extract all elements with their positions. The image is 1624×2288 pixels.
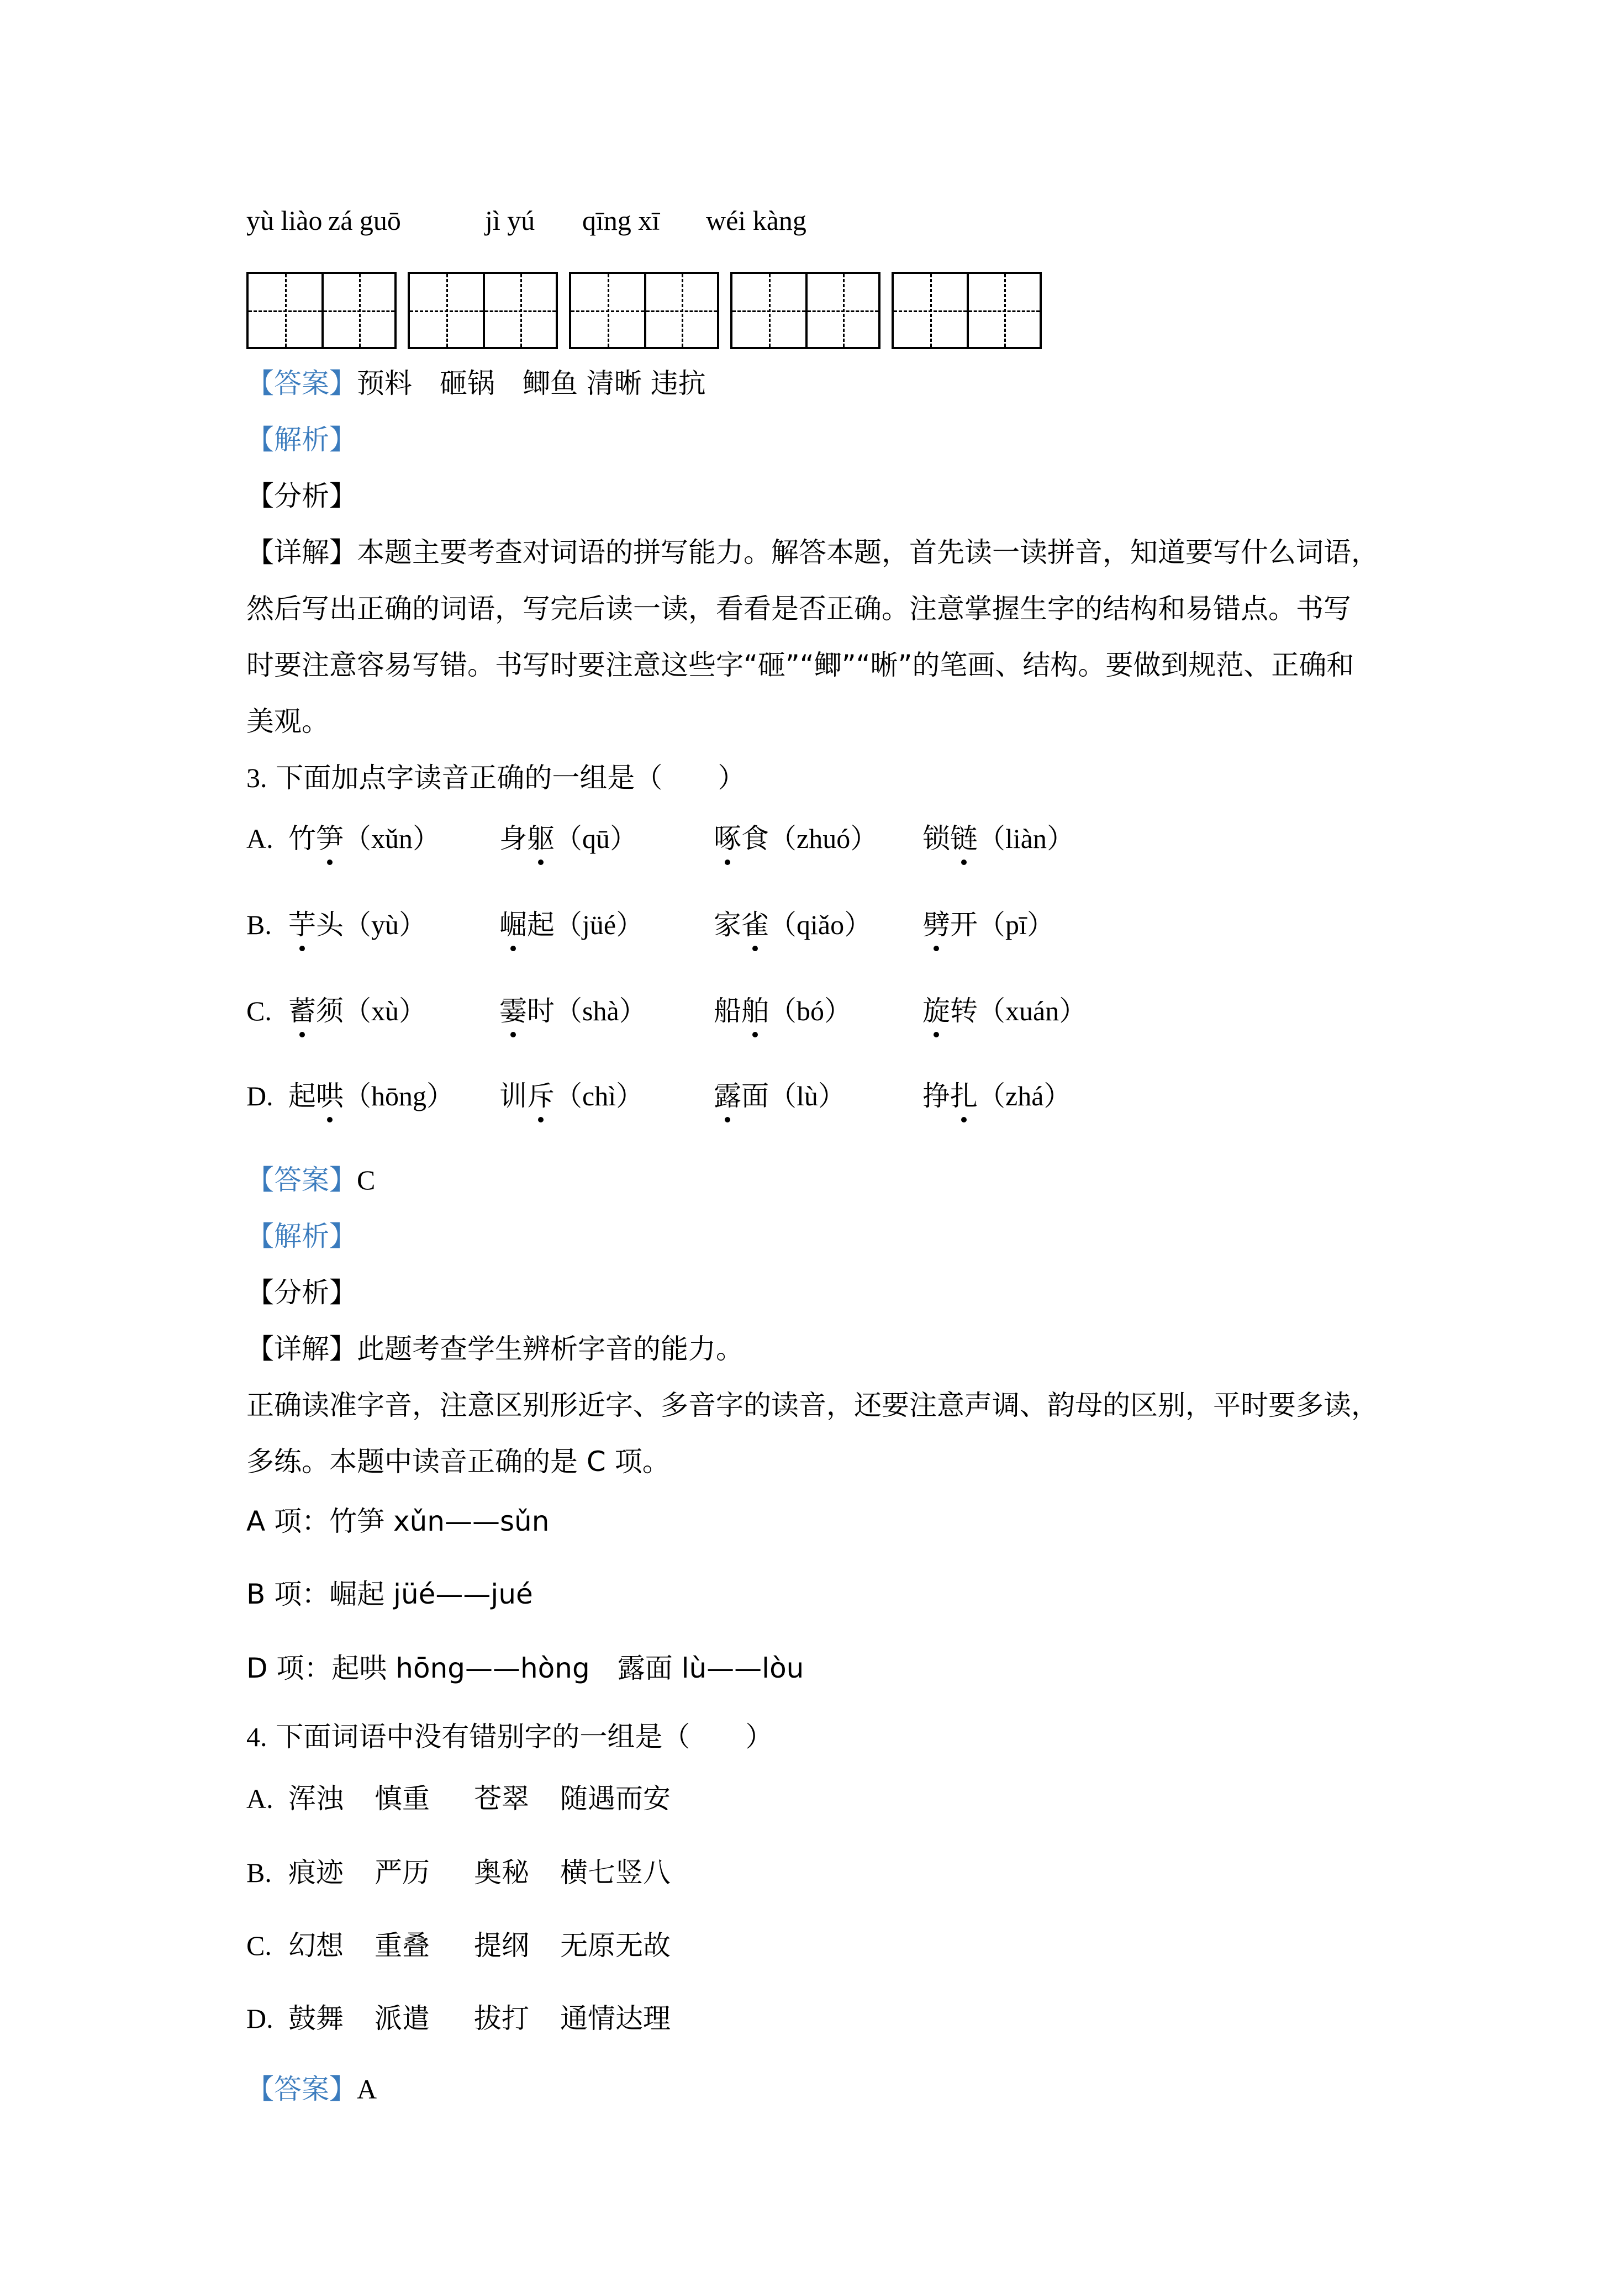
option-word: 幻想 — [288, 1929, 344, 1962]
q2-detail-line-1 — [246, 534, 1379, 571]
answer-text: C — [357, 1164, 376, 1195]
answer-text: A — [357, 2074, 377, 2105]
option-word — [714, 906, 872, 943]
writing-cell — [249, 274, 321, 347]
writing-cell — [321, 274, 394, 347]
word-char: 竹 — [288, 823, 316, 855]
option-word — [499, 1077, 644, 1115]
detail-label: 【详解】 — [246, 1333, 357, 1365]
detail-label: 【详解】 — [246, 536, 357, 568]
word-char: 身 — [499, 823, 527, 855]
box-group — [408, 272, 558, 349]
option-word — [922, 820, 1074, 857]
q3-explain-line-2: 多练。本题中读音正确的是 C 项。 — [246, 1446, 670, 1478]
question-number: 3. — [246, 762, 267, 793]
dotted-char: 舶 — [741, 992, 769, 1030]
option-word: 慎重 — [375, 1783, 430, 1815]
q2-detail-line-3: 时要注意容易写错。书写时要注意这些字“砸”“鲫”“晰”的笔画、结构。要做到规范、正确和 — [246, 649, 1354, 681]
pinyin-label: （yù） — [344, 909, 426, 940]
box-group — [730, 272, 880, 349]
answer-text: 预料 砸锅 鲫鱼 清晰 违抗 — [357, 367, 706, 399]
question-number: 4. — [246, 1721, 267, 1752]
word-char: 面 — [741, 1080, 769, 1112]
option-word — [922, 992, 1087, 1030]
option-word: 拔打 — [474, 2002, 529, 2034]
dotted-char: 啄 — [714, 820, 741, 857]
dotted-char: 扎 — [950, 1077, 978, 1115]
option-word — [288, 1077, 454, 1115]
dotted-char: 旋 — [922, 992, 950, 1030]
pinyin-label: （xù） — [344, 995, 426, 1026]
pinyin-label: （qiǎo） — [769, 909, 872, 940]
option-word — [922, 906, 1054, 943]
q2-answer-line — [246, 365, 706, 402]
option-letter: B. — [246, 1857, 272, 1888]
pinyin-word: jì yú — [485, 205, 535, 236]
q2-detail-line-4: 美观。 — [246, 705, 329, 737]
box-group — [569, 272, 719, 349]
pinyin-label: （pī） — [978, 909, 1054, 940]
detail-text: 此题考查学生辨析字音的能力。 — [357, 1333, 744, 1365]
analysis-label: 【解析】 — [246, 424, 357, 456]
option-letter: A. — [246, 823, 273, 854]
writing-cell — [894, 274, 967, 347]
option-word: 苍翠 — [474, 1783, 529, 1815]
option-word — [714, 820, 878, 857]
pinyin-label: （zhá） — [978, 1080, 1072, 1111]
dotted-char: 笋 — [316, 820, 344, 857]
option-word — [499, 992, 647, 1030]
writing-cell — [644, 274, 717, 347]
q3-stem — [246, 759, 745, 797]
box-group — [246, 272, 397, 349]
option-letter: C. — [246, 1930, 272, 1961]
option-word: 重叠 — [375, 1929, 430, 1962]
option-word: 提纲 — [474, 1929, 529, 1962]
option-word — [499, 820, 637, 857]
writing-cell — [967, 274, 1040, 347]
dotted-char: 雀 — [741, 906, 769, 943]
pinyin-label: （lù） — [769, 1080, 846, 1111]
option-word — [714, 1077, 846, 1115]
dotted-char: 哄 — [316, 1077, 344, 1115]
dotted-char: 躯 — [527, 820, 555, 857]
word-char: 食 — [741, 823, 769, 855]
box-group — [892, 272, 1042, 349]
word-char: 转 — [950, 995, 978, 1027]
option-word: 随遇而安 — [560, 1783, 671, 1815]
option-word — [922, 1077, 1071, 1115]
q3-correction-d: D 项：起哄 hōng——hòng 露面 lù——lòu — [246, 1652, 804, 1684]
word-char: 训 — [499, 1080, 527, 1112]
pinyin-label: （jüé） — [555, 909, 644, 940]
option-word: 浑浊 — [288, 1783, 344, 1815]
option-letter: D. — [246, 1080, 273, 1111]
pinyin-label: （qū） — [555, 823, 637, 854]
dotted-char: 链 — [950, 820, 978, 857]
word-char: 挣 — [922, 1080, 950, 1112]
answer-label: 【答案】 — [246, 367, 357, 399]
pinyin-word: yù liào — [246, 205, 323, 236]
word-char: 船 — [714, 995, 741, 1027]
dotted-char: 崛 — [499, 906, 527, 943]
q4-answer-line — [246, 2070, 377, 2108]
pinyin-word: wéi kàng — [706, 205, 806, 236]
q3-answer-line — [246, 1161, 375, 1199]
dotted-char: 蓄 — [288, 992, 316, 1030]
option-word — [499, 906, 644, 943]
word-char: 起 — [527, 909, 555, 941]
writing-cell — [410, 274, 483, 347]
word-char: 头 — [316, 909, 344, 941]
dotted-char: 劈 — [922, 906, 950, 943]
dotted-char: 芋 — [288, 906, 316, 943]
writing-cell — [571, 274, 644, 347]
pinyin-label: （chì） — [555, 1080, 644, 1111]
pinyin-label: （xǔn） — [344, 823, 440, 854]
option-word: 严历 — [375, 1857, 430, 1889]
pinyin-word: zá guō — [328, 205, 401, 236]
q3-detail-line — [246, 1330, 744, 1368]
pinyin-label: （liàn） — [978, 823, 1074, 854]
answer-label: 【答案】 — [246, 2073, 357, 2105]
option-letter: C. — [246, 995, 272, 1026]
analysis-label: 【解析】 — [246, 1220, 357, 1252]
detail-text: 本题主要考查对词语的拼写能力。解答本题，首先读一读拼音，知道要写什么词语， — [357, 536, 1379, 568]
writing-cell — [805, 274, 878, 347]
word-char: 时 — [527, 995, 555, 1027]
q4-stem — [246, 1718, 773, 1755]
option-word — [288, 992, 426, 1030]
answer-label: 【答案】 — [246, 1164, 357, 1196]
dotted-char: 霎 — [499, 992, 527, 1030]
pinyin-label: （zhuó） — [769, 823, 878, 854]
fenxi-label: 【分析】 — [246, 480, 357, 512]
option-letter: D. — [246, 2003, 273, 2034]
option-word: 通情达理 — [560, 2002, 671, 2034]
option-word: 痕迹 — [288, 1857, 344, 1889]
option-word — [288, 820, 440, 857]
question-text: 下面词语中没有错别字的一组是（ ） — [276, 1721, 773, 1753]
writing-cell — [483, 274, 556, 347]
q2-detail-line-2: 然后写出正确的词语，写完后读一读，看看是否正确。注意掌握生字的结构和易错点。书写 — [246, 593, 1351, 625]
dotted-char: 斥 — [527, 1077, 555, 1115]
writing-cell — [732, 274, 805, 347]
option-word: 鼓舞 — [288, 2002, 344, 2034]
option-word: 无原无故 — [560, 1929, 671, 1962]
option-word: 派遣 — [375, 2002, 430, 2034]
word-char: 家 — [714, 909, 741, 941]
word-char: 锁 — [922, 823, 950, 855]
pinyin-label: （hōng） — [344, 1080, 454, 1111]
option-letter: A. — [246, 1783, 273, 1814]
option-letter: B. — [246, 909, 272, 940]
option-word: 奥秘 — [474, 1857, 529, 1889]
option-word — [714, 992, 852, 1030]
pinyin-label: （xuán） — [978, 995, 1087, 1026]
q3-explain-line-1: 正确读准字音，注意区别形近字、多音字的读音，还要注意声调、韵母的区别，平时要多读， — [246, 1389, 1379, 1421]
word-char: 须 — [316, 995, 344, 1027]
option-word — [288, 906, 426, 943]
q3-correction-b: B 项：崛起 jüé——jué — [246, 1578, 533, 1610]
pinyin-label: （bó） — [769, 995, 852, 1026]
q3-correction-a: A 项：竹笋 xǔn——sǔn — [246, 1505, 550, 1537]
option-word: 横七竖八 — [560, 1857, 671, 1889]
word-char: 开 — [950, 909, 978, 941]
fenxi-label: 【分析】 — [246, 1277, 357, 1309]
pinyin-label: （shà） — [555, 995, 647, 1026]
word-char: 起 — [288, 1080, 316, 1112]
dotted-char: 露 — [714, 1077, 741, 1115]
question-text: 下面加点字读音正确的一组是（ ） — [276, 762, 746, 794]
pinyin-word: qīng xī — [582, 205, 660, 236]
